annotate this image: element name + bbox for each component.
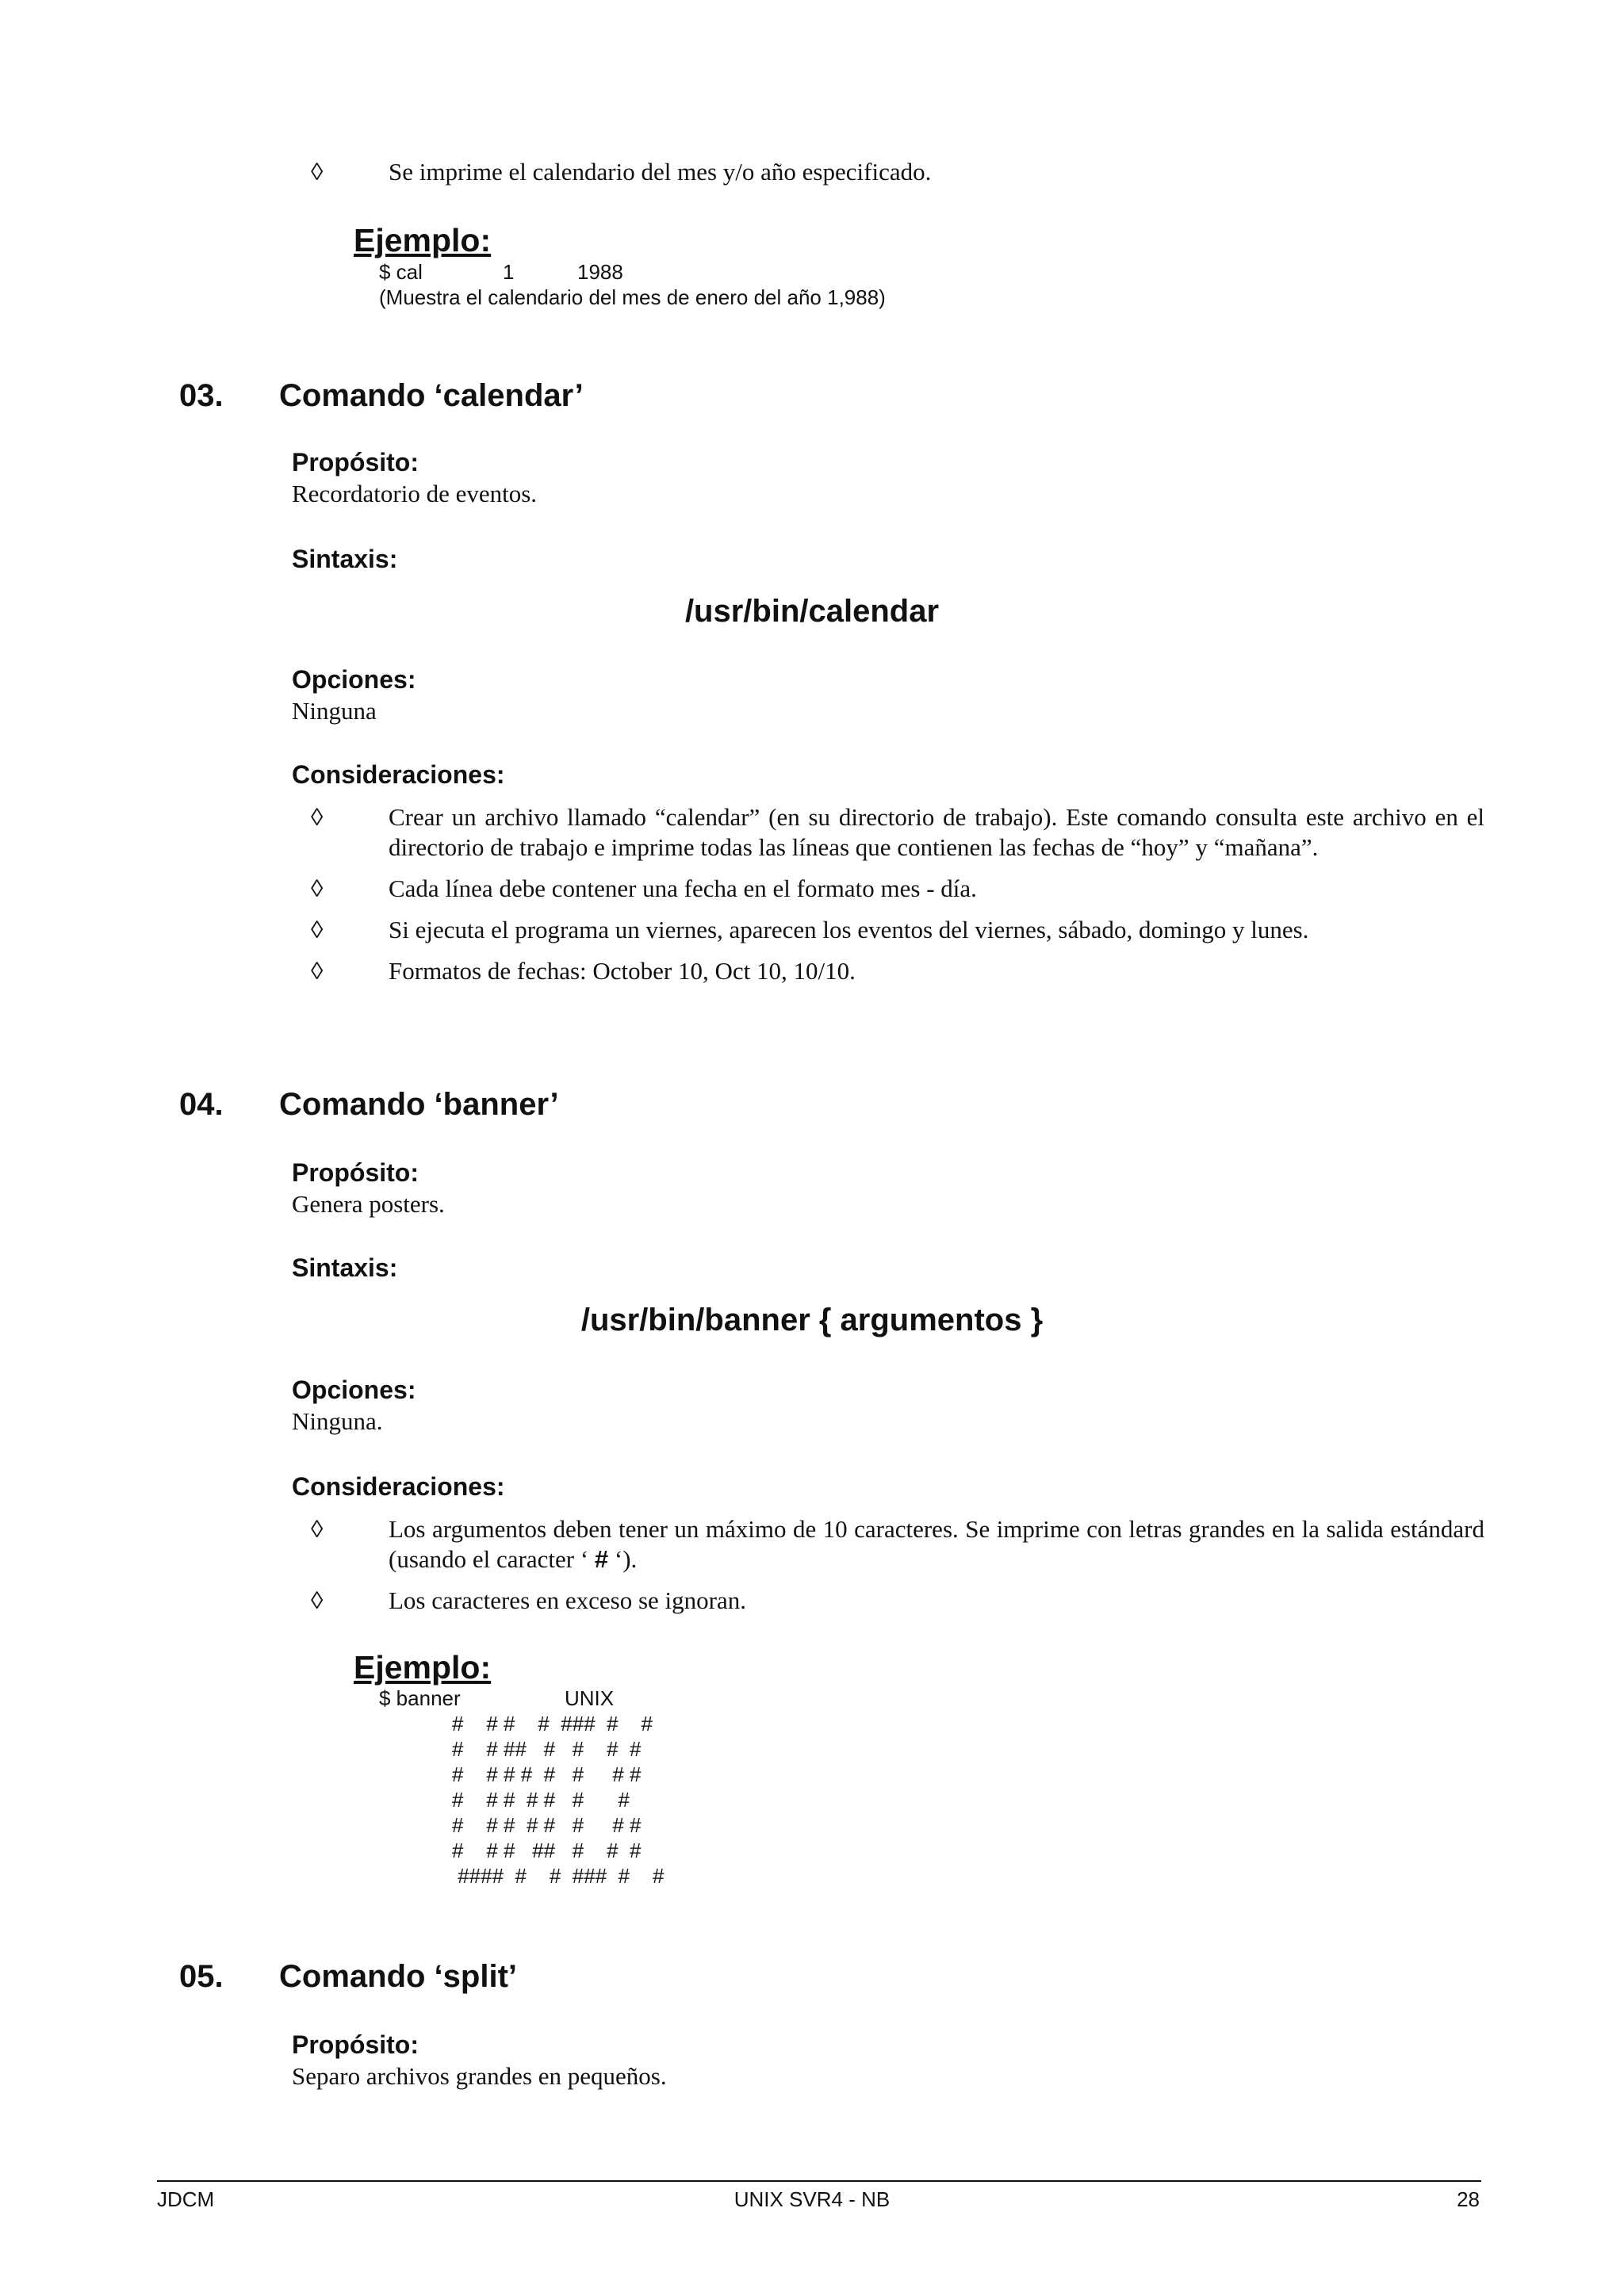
list-item — [311, 157, 1484, 187]
consideraciones-list — [311, 802, 1484, 986]
diamond-bullet-icon: ◊ — [311, 1586, 324, 1614]
sintaxis-label: Sintaxis: — [292, 1253, 398, 1282]
proposito-label: Propósito: — [292, 2030, 419, 2059]
page-number: 28 — [1457, 2187, 1480, 2211]
example-arg: UNIX — [565, 1686, 615, 1710]
list-item — [311, 956, 1484, 986]
bullet-text — [389, 1514, 1484, 1575]
diamond-bullet-icon: ◊ — [311, 1515, 324, 1543]
example-arg-month: 1 — [503, 260, 515, 284]
section-title: Comando ‘split’ — [279, 1959, 517, 1994]
section-number: 03. — [179, 378, 224, 413]
diamond-bullet-icon: ◊ — [311, 874, 324, 902]
example-note: (Muestra el calendario del mes de enero del año 1,988) — [379, 285, 886, 309]
list-item — [311, 1514, 1484, 1575]
opciones-label: Opciones: — [292, 1376, 416, 1404]
bullet-text: Se imprime el calendario del mes y/o año especificado. — [389, 158, 932, 186]
diamond-bullet-icon: ◊ — [311, 957, 324, 985]
opciones-text: Ninguna. — [292, 1407, 383, 1435]
diamond-bullet-icon: ◊ — [311, 916, 324, 943]
ejemplo-heading: Ejemplo: — [354, 222, 492, 258]
proposito-text: Recordatorio de eventos. — [292, 480, 538, 507]
bullet-text-part: Los argumentos deben tener un máximo de 10 caracteres. Se imprime con letras grandes en la salida estándard (usando el caracter ‘ — [389, 1515, 1484, 1573]
diamond-bullet-icon: ◊ — [311, 158, 324, 186]
consideraciones-list — [311, 1514, 1484, 1616]
proposito-label: Propósito: — [292, 1158, 419, 1187]
diamond-bullet-icon: ◊ — [311, 803, 324, 831]
list-item — [311, 915, 1484, 945]
section-number: 04. — [179, 1087, 224, 1122]
syntax-command: /usr/bin/calendar — [684, 594, 940, 629]
syntax-command: /usr/bin/banner { argumentos } — [580, 1303, 1044, 1337]
opciones-text: Ninguna — [292, 697, 377, 725]
list-item — [311, 1586, 1484, 1616]
banner-ascii-art: # # # # ### # # # # ## # # # # # # # # # # # # # # # # # # # # # # # # # # # # # # ## # # # #### # # ### # # — [452, 1712, 665, 1888]
list-item — [311, 874, 1484, 904]
hash-character: # — [594, 1545, 609, 1573]
bullet-text-part: ‘). — [608, 1545, 638, 1573]
bullet-text: Si ejecuta el programa un viernes, aparecen los eventos del viernes, sábado, domingo y lunes. — [389, 916, 1309, 943]
bullet-text: Los caracteres en exceso se ignoran. — [389, 1586, 746, 1614]
section-title: Comando ‘banner’ — [279, 1087, 559, 1122]
bullet-text: Cada línea debe contener una fecha en el formato mes - día. — [389, 874, 977, 902]
example-cmd: $ cal — [379, 260, 423, 284]
bullet-text: Formatos de fechas: October 10, Oct 10, 10/10. — [389, 957, 856, 985]
bullet-text: Crear un archivo llamado “calendar” (en su directorio de trabajo). Este comando consulta este archivo en el directorio de trabajo e imprime todas las líneas que contienen las fechas de “hoy” y “mañana”. — [389, 803, 1484, 861]
ejemplo-heading: Ejemplo: — [354, 1649, 492, 1686]
section-number: 05. — [179, 1959, 224, 1994]
consideraciones-label: Consideraciones: — [292, 760, 505, 789]
example-command — [379, 259, 423, 285]
example-cmd: $ banner — [379, 1686, 461, 1710]
top-bullet-list — [311, 157, 1484, 187]
example-arg-year: 1988 — [577, 260, 623, 284]
proposito-label: Propósito: — [292, 448, 419, 476]
proposito-text: Separo archivos grandes en pequeños. — [292, 2062, 667, 2090]
proposito-text: Genera posters. — [292, 1190, 445, 1218]
opciones-label: Opciones: — [292, 665, 416, 694]
footer-divider — [157, 2180, 1481, 2182]
footer-center: UNIX SVR4 - NB — [733, 2187, 891, 2211]
section-title: Comando ‘calendar’ — [279, 378, 584, 413]
consideraciones-label: Consideraciones: — [292, 1472, 505, 1501]
list-item — [311, 802, 1484, 863]
footer-left: JDCM — [157, 2187, 215, 2211]
sintaxis-label: Sintaxis: — [292, 545, 398, 573]
